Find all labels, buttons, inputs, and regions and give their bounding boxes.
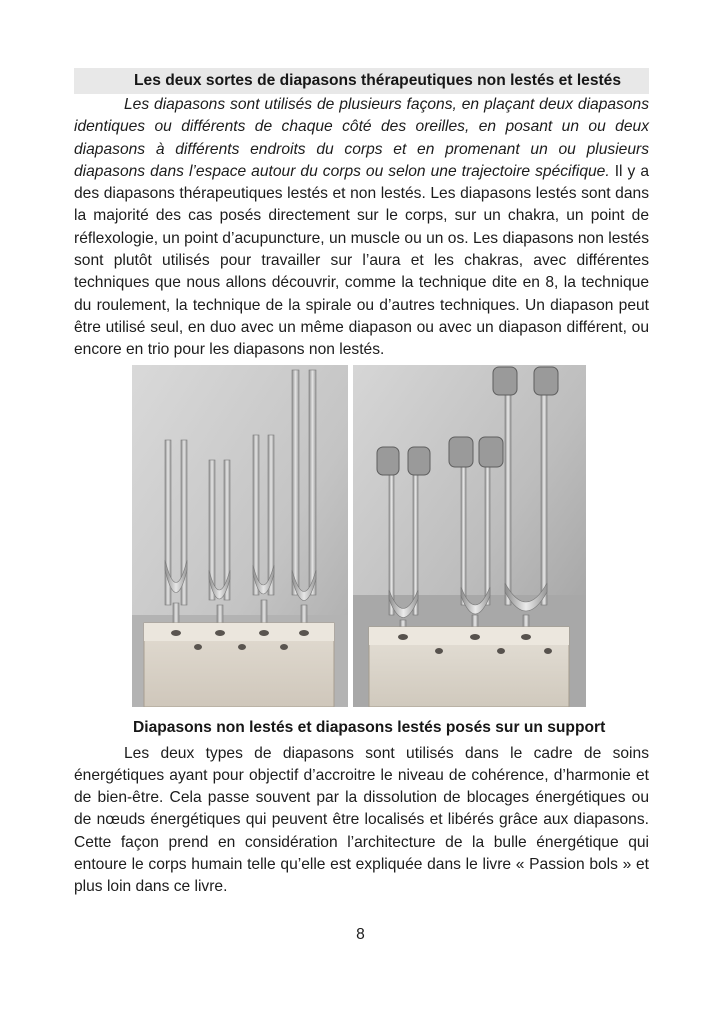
intro-text: Il y a des diapasons thérapeutiques lestés et non lestés. Les diapasons lestés sont dans la majorité des cas posés directement sur le corps, sur un chakra, un point de réflexologie, un point d’acupuncture, un muscle ou un os. Les diapasons non lestés sont plutôt utilisés pour travailler sur l’aura et les chakras, avec différentes techniques que nous allons découvrir, comme la technique dite en 8, la technique du roulement, la technique de la spirale ou d’autres techniques. Un diapason peut être utilisé seul, en duo avec un même diapason ou avec un diapason différent, ou encore en trio pour les diapasons non lestés. bbox=[74, 162, 649, 359]
photo-unweighted-forks bbox=[132, 365, 348, 707]
photo-weighted-forks-illustration bbox=[353, 365, 586, 707]
intro-paragraph bbox=[74, 94, 649, 362]
body-paragraph: Les deux types de diapasons sont utilisés dans le cadre de soins énergétiques ayant pour objectif d’accroitre le niveau de cohérence, d’harmonie et de bien-être. Cela passe souvent par la dissolution de blocages énergétiques ou de nœuds énergétiques qui peuvent être localisés et libérés grâce aux diapasons. Cette façon prend en considération l’architecture de la bulle énergétique qui entoure le corps humain telle qu’elle est expliquée dans le livre « Passion bols » et plus loin dans ce livre. bbox=[74, 744, 649, 896]
figure-caption: Diapasons non lestés et diapasons lestés posés sur un support bbox=[133, 718, 606, 736]
page-content bbox=[74, 68, 649, 899]
section-title: Les deux sortes de diapasons thérapeutiques non lestés et lestés bbox=[74, 68, 649, 94]
intro-italic-text: Les diapasons sont utilisés de plusieurs façons, en plaçant deux diapasons identiques ou différents de chaque côté des oreilles, en posant un ou deux diapasons à différents endroits du corps et en promenant un ou plusieurs diapasons dans l’espace autour du corps ou selon une trajectoire spécifique. bbox=[74, 96, 649, 180]
photo-weighted-forks bbox=[353, 365, 586, 707]
page-number: 8 bbox=[356, 926, 365, 943]
figure bbox=[74, 365, 649, 715]
photo-unweighted-forks-illustration bbox=[132, 365, 348, 707]
